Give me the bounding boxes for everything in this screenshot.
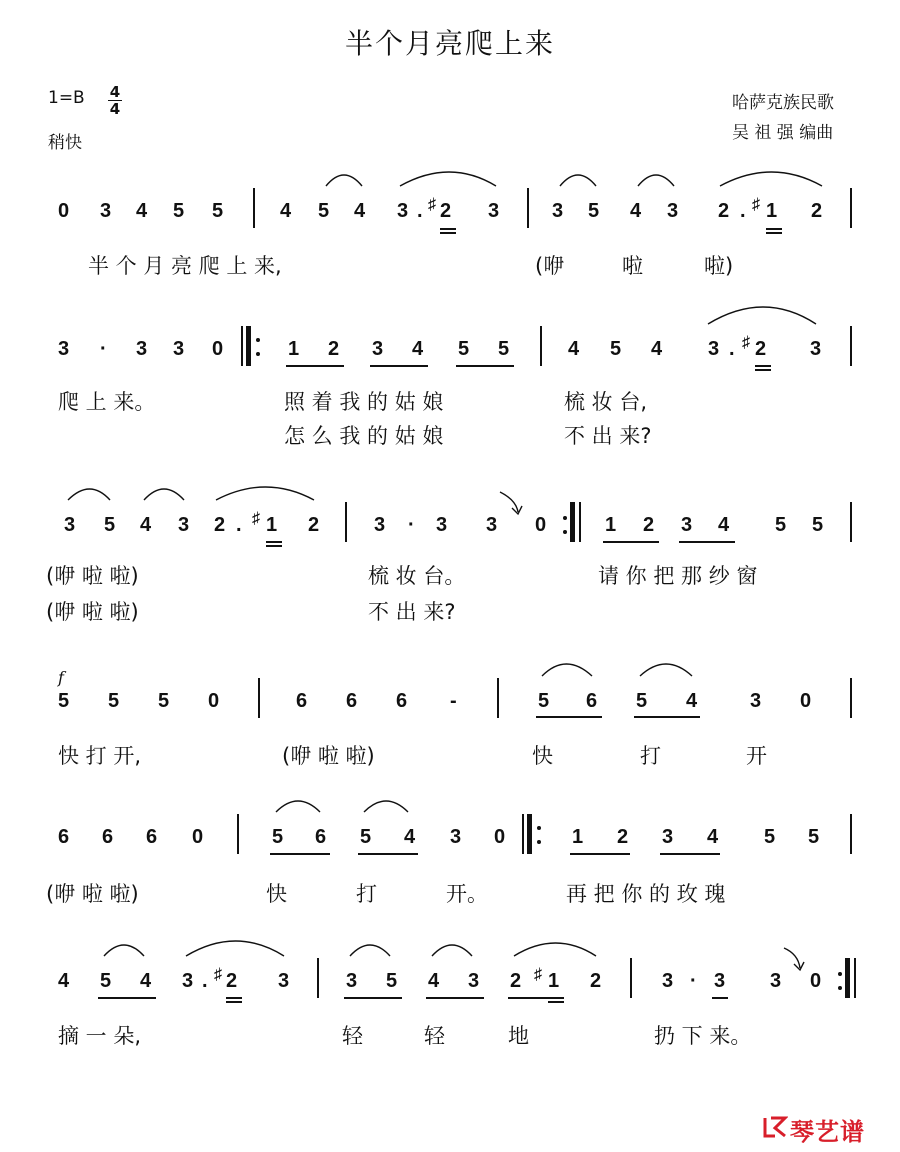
note: 0 <box>494 826 506 848</box>
dot: . <box>740 200 746 222</box>
note: 2 <box>510 970 522 992</box>
note: 6 <box>296 690 308 712</box>
lyric: (咿 啦 啦) <box>282 744 375 768</box>
note: 3 <box>708 338 720 360</box>
lyric: 地 <box>508 1024 529 1048</box>
note: 5 <box>636 690 648 712</box>
slur <box>638 175 674 186</box>
slur <box>326 175 362 186</box>
slur <box>276 801 320 812</box>
note: 5 <box>158 690 170 712</box>
note: 4 <box>412 338 424 360</box>
note: 4 <box>718 514 730 536</box>
note: 2 <box>308 514 320 536</box>
brand-logo-icon <box>762 1114 788 1140</box>
dot: . <box>729 338 735 360</box>
lyric: (咿 啦 啦) <box>46 600 139 624</box>
note: 5 <box>764 826 776 848</box>
lyric: 请 你 把 那 纱 窗 <box>598 564 758 588</box>
arrow <box>500 492 518 512</box>
note: 5 <box>812 514 824 536</box>
note: 5 <box>610 338 622 360</box>
lyric: 不 出 来? <box>564 424 652 448</box>
lyric: 轻 <box>342 1024 363 1048</box>
brand-logo-text: 琴艺谱 <box>790 1118 865 1146</box>
tempo-marking: 稍快 <box>48 133 82 153</box>
note: 3 <box>173 338 185 360</box>
note: 3 <box>662 826 674 848</box>
dot: . <box>417 200 423 222</box>
lyric: 快 打 开, <box>58 744 142 768</box>
dot: . <box>236 514 242 536</box>
note: 3 <box>182 970 194 992</box>
lyric: 轻 <box>424 1024 445 1048</box>
note: 3 <box>64 514 76 536</box>
note: 0 <box>800 690 812 712</box>
lyric: 梳 妆 台, <box>564 390 648 414</box>
note: 1 <box>572 826 584 848</box>
key-signature: 1=B <box>48 88 85 108</box>
lyric: 照 着 我 的 姑 娘 <box>284 390 444 414</box>
lyric: 半 个 月 亮 爬 上 来, <box>88 254 282 278</box>
note: 4 <box>707 826 719 848</box>
lyric: 怎 么 我 的 姑 娘 <box>284 424 444 448</box>
note: 4 <box>568 338 580 360</box>
arrow <box>784 948 800 968</box>
sharp: ♯ <box>752 196 760 213</box>
note: 4 <box>354 200 366 222</box>
note: 3 <box>100 200 112 222</box>
note: 3 <box>488 200 500 222</box>
slur <box>350 945 390 956</box>
note: 0 <box>535 514 547 536</box>
dynamic-forte: f <box>58 668 64 687</box>
slur <box>364 801 408 812</box>
note: 1 <box>288 338 300 360</box>
note: 5 <box>58 690 70 712</box>
song-title: 半个月亮爬上来 <box>344 27 555 60</box>
lyric: 摘 一 朵, <box>58 1024 142 1048</box>
note: 3 <box>136 338 148 360</box>
note: 4 <box>136 200 148 222</box>
note: 5 <box>360 826 372 848</box>
song-origin: 哈萨克族民歌 <box>732 93 834 113</box>
note: 5 <box>173 200 185 222</box>
note: 3 <box>58 338 70 360</box>
slur <box>216 487 314 500</box>
note: 3 <box>770 970 782 992</box>
note: 6 <box>102 826 114 848</box>
note: 3 <box>662 970 674 992</box>
note: 5 <box>318 200 330 222</box>
note: 3 <box>346 970 358 992</box>
note: 6 <box>586 690 598 712</box>
note: 1 <box>605 514 617 536</box>
slur <box>104 945 144 956</box>
note: · <box>690 970 697 992</box>
note: 0 <box>192 826 204 848</box>
slur <box>720 172 822 186</box>
note: 4 <box>428 970 440 992</box>
lyric: (咿 <box>535 254 565 278</box>
note: 4 <box>630 200 642 222</box>
lyric: 不 出 来? <box>368 600 456 624</box>
dot: . <box>202 970 208 992</box>
note: 2 <box>755 338 767 360</box>
slur <box>400 172 496 186</box>
note: 3 <box>178 514 190 536</box>
sharp: ♯ <box>252 510 260 527</box>
note: - <box>450 690 457 712</box>
note: 3 <box>681 514 693 536</box>
note: 5 <box>498 338 510 360</box>
note: 3 <box>397 200 409 222</box>
lyric: 开 <box>746 744 767 768</box>
lyric: 啦 <box>622 254 643 278</box>
slur <box>186 941 284 956</box>
note: 4 <box>280 200 292 222</box>
note: 0 <box>208 690 220 712</box>
note: · <box>100 338 107 360</box>
note: 1 <box>766 200 778 222</box>
lyric: (咿 啦 啦) <box>46 564 139 588</box>
note: 4 <box>651 338 663 360</box>
sharp: ♯ <box>534 966 542 983</box>
lyric: 爬 上 来。 <box>58 390 156 414</box>
note: 4 <box>140 514 152 536</box>
lyric: 快 <box>266 882 287 906</box>
slur <box>144 489 184 500</box>
note: 2 <box>440 200 452 222</box>
lyric: 扔 下 来。 <box>654 1024 752 1048</box>
note: 2 <box>617 826 629 848</box>
note: 1 <box>266 514 278 536</box>
note: 3 <box>552 200 564 222</box>
time-signature: 4 4 <box>109 83 121 118</box>
sharp: ♯ <box>742 334 750 351</box>
note: 2 <box>718 200 730 222</box>
slur <box>560 175 596 186</box>
note: 5 <box>538 690 550 712</box>
note: 6 <box>315 826 327 848</box>
slur <box>432 945 472 956</box>
note: 3 <box>278 970 290 992</box>
note: 4 <box>404 826 416 848</box>
sharp: ♯ <box>214 966 222 983</box>
note: 5 <box>386 970 398 992</box>
note: 3 <box>468 970 480 992</box>
note: · <box>408 514 415 536</box>
slur <box>708 307 816 324</box>
note: 2 <box>643 514 655 536</box>
lyric: 梳 妆 台。 <box>368 564 466 588</box>
note: 3 <box>374 514 386 536</box>
lyric: 打 <box>356 882 377 906</box>
lyric: 打 <box>640 744 661 768</box>
note: 3 <box>810 338 822 360</box>
lyric: 再 把 你 的 玫 瑰 <box>566 882 726 906</box>
arranger-credit: 吴 祖 强 编曲 <box>732 123 834 143</box>
note: 6 <box>346 690 358 712</box>
lyric: (咿 啦 啦) <box>46 882 139 906</box>
note: 4 <box>686 690 698 712</box>
note: 3 <box>750 690 762 712</box>
note: 2 <box>226 970 238 992</box>
slur <box>542 664 592 676</box>
note: 5 <box>808 826 820 848</box>
note: 4 <box>140 970 152 992</box>
note: 5 <box>775 514 787 536</box>
note: 6 <box>396 690 408 712</box>
note: 2 <box>214 514 226 536</box>
note: 2 <box>328 338 340 360</box>
note: 0 <box>810 970 822 992</box>
sharp: ♯ <box>428 196 436 213</box>
note: 5 <box>100 970 112 992</box>
note: 0 <box>212 338 224 360</box>
note: 4 <box>58 970 70 992</box>
lyric: 快 <box>532 744 553 768</box>
note: 2 <box>590 970 602 992</box>
note: 5 <box>108 690 120 712</box>
note: 6 <box>146 826 158 848</box>
note: 1 <box>548 970 560 992</box>
slur <box>68 489 110 500</box>
note: 3 <box>667 200 679 222</box>
note: 0 <box>58 200 70 222</box>
note: 3 <box>714 970 726 992</box>
note: 5 <box>588 200 600 222</box>
note: 6 <box>58 826 70 848</box>
note: 3 <box>372 338 384 360</box>
note: 5 <box>272 826 284 848</box>
note: 3 <box>436 514 448 536</box>
slur <box>640 664 692 676</box>
lyric: 开。 <box>446 882 488 906</box>
note: 5 <box>104 514 116 536</box>
lyric: 啦) <box>704 254 734 278</box>
note: 5 <box>458 338 470 360</box>
note: 3 <box>450 826 462 848</box>
note: 3 <box>486 514 498 536</box>
note: 5 <box>212 200 224 222</box>
note: 2 <box>811 200 823 222</box>
slur <box>514 943 596 956</box>
